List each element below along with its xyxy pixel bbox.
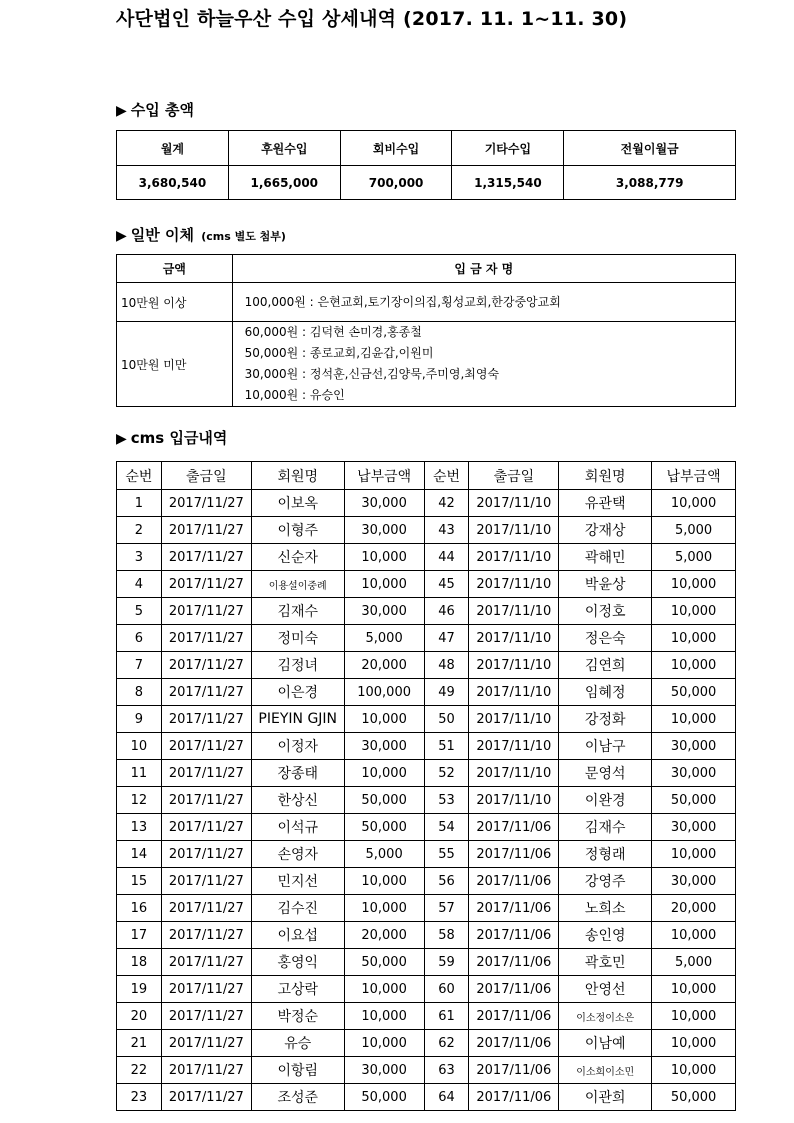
cell-payment-amount: 5,000 xyxy=(652,949,736,976)
table-row xyxy=(117,1003,736,1030)
cell-member-name: 정미숙 xyxy=(251,625,344,652)
cell-payment-amount: 10,000 xyxy=(344,868,424,895)
header-carryover: 전월이월금 xyxy=(564,131,736,166)
cell-seq: 57 xyxy=(424,895,469,922)
cell-payment-amount: 50,000 xyxy=(344,1084,424,1111)
cell-member-name: 강재상 xyxy=(559,517,652,544)
cell-seq: 21 xyxy=(117,1030,162,1057)
cell-payment-amount: 5,000 xyxy=(652,544,736,571)
general-transfer-table xyxy=(116,254,736,407)
cell-seq: 12 xyxy=(117,787,162,814)
cell-member-name: 이남구 xyxy=(559,733,652,760)
cell-member-name: 신순자 xyxy=(251,544,344,571)
cell-member-name: 이관희 xyxy=(559,1084,652,1111)
cell-seq: 17 xyxy=(117,922,162,949)
cell-withdraw-date: 2017/11/06 xyxy=(469,895,559,922)
triangle-right-icon: ▶ xyxy=(116,431,127,447)
cell-withdraw-date: 2017/11/27 xyxy=(161,841,251,868)
cell-seq: 56 xyxy=(424,868,469,895)
cell-seq: 10 xyxy=(117,733,162,760)
cell-member-name: 이소희이소민 xyxy=(559,1057,652,1084)
cell-payment-amount: 5,000 xyxy=(344,625,424,652)
cell-seq: 18 xyxy=(117,949,162,976)
cell-withdraw-date: 2017/11/10 xyxy=(469,544,559,571)
cell-withdraw-date: 2017/11/10 xyxy=(469,679,559,706)
cell-withdraw-date: 2017/11/27 xyxy=(161,814,251,841)
cell-withdraw-date: 2017/11/27 xyxy=(161,1057,251,1084)
cell-seq: 48 xyxy=(424,652,469,679)
cell-seq: 7 xyxy=(117,652,162,679)
cell-seq: 49 xyxy=(424,679,469,706)
cell-withdraw-date: 2017/11/06 xyxy=(469,1057,559,1084)
header-monthly-total: 월계 xyxy=(117,131,229,166)
cell-member-name: 이용설이중례 xyxy=(251,571,344,598)
cell-payment-amount: 50,000 xyxy=(344,814,424,841)
cell-withdraw-date: 2017/11/27 xyxy=(161,1084,251,1111)
depositor-list xyxy=(232,322,735,407)
cell-member-name: 김정녀 xyxy=(251,652,344,679)
cell-payment-amount: 30,000 xyxy=(652,760,736,787)
cell-withdraw-date: 2017/11/27 xyxy=(161,868,251,895)
cell-payment-amount: 20,000 xyxy=(652,895,736,922)
cell-seq: 55 xyxy=(424,841,469,868)
cell-member-name: 고상락 xyxy=(251,976,344,1003)
cell-member-name: 유관택 xyxy=(559,490,652,517)
table-row xyxy=(117,787,736,814)
table-row xyxy=(117,1057,736,1084)
cell-seq: 23 xyxy=(117,1084,162,1111)
cell-member-name: 이항림 xyxy=(251,1057,344,1084)
table-row xyxy=(117,706,736,733)
cell-member-name: 곽호민 xyxy=(559,949,652,976)
table-row xyxy=(117,1084,736,1111)
cell-seq: 45 xyxy=(424,571,469,598)
cell-seq: 54 xyxy=(424,814,469,841)
cell-payment-amount: 10,000 xyxy=(652,625,736,652)
header-amount: 금액 xyxy=(117,255,233,283)
value-monthly-total: 3,680,540 xyxy=(117,166,229,200)
cell-seq: 44 xyxy=(424,544,469,571)
cell-member-name: 이보옥 xyxy=(251,490,344,517)
cell-payment-amount: 10,000 xyxy=(652,1003,736,1030)
cell-member-name: 민지선 xyxy=(251,868,344,895)
table-row xyxy=(117,760,736,787)
header-member-name: 회원명 xyxy=(251,462,344,490)
table-row xyxy=(117,976,736,1003)
cell-withdraw-date: 2017/11/06 xyxy=(469,976,559,1003)
table-row xyxy=(117,922,736,949)
header-other-income: 기타수입 xyxy=(452,131,564,166)
value-other-income: 1,315,540 xyxy=(452,166,564,200)
cell-seq: 60 xyxy=(424,976,469,1003)
amount-range-label: 10만원 이상 xyxy=(117,283,233,322)
cell-withdraw-date: 2017/11/10 xyxy=(469,517,559,544)
section-heading-label: cms 입금내역 xyxy=(130,429,228,447)
cell-withdraw-date: 2017/11/27 xyxy=(161,652,251,679)
cell-withdraw-date: 2017/11/27 xyxy=(161,544,251,571)
cell-seq: 4 xyxy=(117,571,162,598)
cell-member-name: 홍영익 xyxy=(251,949,344,976)
cell-seq: 5 xyxy=(117,598,162,625)
cell-payment-amount: 5,000 xyxy=(652,517,736,544)
cell-seq: 58 xyxy=(424,922,469,949)
cell-withdraw-date: 2017/11/27 xyxy=(161,490,251,517)
cell-withdraw-date: 2017/11/06 xyxy=(469,1030,559,1057)
cell-member-name: 안영선 xyxy=(559,976,652,1003)
cell-payment-amount: 50,000 xyxy=(344,949,424,976)
cell-seq: 15 xyxy=(117,868,162,895)
cell-payment-amount: 10,000 xyxy=(652,571,736,598)
depositor-line: 30,000원 : 정석훈,신금선,김양묵,주미영,최영숙 xyxy=(244,367,500,381)
cell-payment-amount: 30,000 xyxy=(344,1057,424,1084)
cell-withdraw-date: 2017/11/27 xyxy=(161,625,251,652)
cell-member-name: 문영석 xyxy=(559,760,652,787)
header-payment-amount: 납부금액 xyxy=(344,462,424,490)
cell-member-name: 장종태 xyxy=(251,760,344,787)
cell-seq: 59 xyxy=(424,949,469,976)
cell-withdraw-date: 2017/11/27 xyxy=(161,733,251,760)
cell-member-name: 곽해민 xyxy=(559,544,652,571)
cell-withdraw-date: 2017/11/10 xyxy=(469,571,559,598)
header-donation-income: 후원수입 xyxy=(228,131,340,166)
cell-withdraw-date: 2017/11/06 xyxy=(469,1084,559,1111)
cell-withdraw-date: 2017/11/27 xyxy=(161,706,251,733)
table-row xyxy=(117,598,736,625)
cell-withdraw-date: 2017/11/27 xyxy=(161,598,251,625)
depositor-line: 10,000원 : 유승인 xyxy=(244,388,345,402)
depositor-list xyxy=(232,283,735,322)
section-heading-cms-deposits xyxy=(116,427,227,448)
table-row xyxy=(117,625,736,652)
cell-member-name: 노희소 xyxy=(559,895,652,922)
cell-payment-amount: 10,000 xyxy=(344,1003,424,1030)
header-depositor-names: 입 금 자 명 xyxy=(232,255,735,283)
table-row xyxy=(117,322,736,407)
cell-withdraw-date: 2017/11/27 xyxy=(161,922,251,949)
cell-payment-amount: 10,000 xyxy=(344,544,424,571)
cms-deposit-table xyxy=(116,461,736,1111)
cell-payment-amount: 10,000 xyxy=(344,895,424,922)
cell-seq: 16 xyxy=(117,895,162,922)
cell-seq: 3 xyxy=(117,544,162,571)
cell-member-name: 김재수 xyxy=(251,598,344,625)
cell-payment-amount: 10,000 xyxy=(344,706,424,733)
cell-seq: 43 xyxy=(424,517,469,544)
cell-payment-amount: 30,000 xyxy=(652,814,736,841)
cell-member-name: 손영자 xyxy=(251,841,344,868)
cell-withdraw-date: 2017/11/27 xyxy=(161,760,251,787)
cell-payment-amount: 10,000 xyxy=(652,1057,736,1084)
cell-seq: 52 xyxy=(424,760,469,787)
table-header-row xyxy=(117,131,736,166)
cell-withdraw-date: 2017/11/06 xyxy=(469,814,559,841)
cell-withdraw-date: 2017/11/27 xyxy=(161,949,251,976)
amount-range-label: 10만원 미만 xyxy=(117,322,233,407)
cell-member-name: 이석규 xyxy=(251,814,344,841)
cell-payment-amount: 50,000 xyxy=(652,787,736,814)
header-seq: 순번 xyxy=(117,462,162,490)
cell-member-name: 강정화 xyxy=(559,706,652,733)
table-row xyxy=(117,895,736,922)
cell-member-name: 강영주 xyxy=(559,868,652,895)
depositor-line: 60,000원 : 김덕현 손미경,홍종철 xyxy=(244,325,422,339)
table-row xyxy=(117,517,736,544)
cell-payment-amount: 10,000 xyxy=(344,976,424,1003)
header-membership-income: 회비수입 xyxy=(340,131,452,166)
cell-member-name: 한상신 xyxy=(251,787,344,814)
cell-seq: 50 xyxy=(424,706,469,733)
cell-payment-amount: 30,000 xyxy=(344,490,424,517)
cms-table-body xyxy=(117,490,736,1111)
cell-seq: 42 xyxy=(424,490,469,517)
cell-member-name: 이남예 xyxy=(559,1030,652,1057)
value-membership-income: 700,000 xyxy=(340,166,452,200)
table-row xyxy=(117,571,736,598)
table-row xyxy=(117,283,736,322)
cell-payment-amount: 30,000 xyxy=(344,598,424,625)
table-row xyxy=(117,949,736,976)
cell-withdraw-date: 2017/11/27 xyxy=(161,571,251,598)
section-heading-label: 수입 총액 xyxy=(130,101,194,119)
section-heading-income-total xyxy=(116,99,194,120)
cell-payment-amount: 10,000 xyxy=(652,706,736,733)
cell-member-name: 박정순 xyxy=(251,1003,344,1030)
table-row xyxy=(117,868,736,895)
cell-payment-amount: 30,000 xyxy=(344,517,424,544)
cell-payment-amount: 10,000 xyxy=(652,922,736,949)
cell-member-name: 김수진 xyxy=(251,895,344,922)
cell-withdraw-date: 2017/11/27 xyxy=(161,1030,251,1057)
cell-withdraw-date: 2017/11/10 xyxy=(469,598,559,625)
cell-seq: 6 xyxy=(117,625,162,652)
cell-payment-amount: 10,000 xyxy=(652,652,736,679)
cell-member-name: 이소정이소은 xyxy=(559,1003,652,1030)
cell-seq: 13 xyxy=(117,814,162,841)
cell-withdraw-date: 2017/11/10 xyxy=(469,760,559,787)
cell-seq: 47 xyxy=(424,625,469,652)
cell-member-name: 송인영 xyxy=(559,922,652,949)
cell-withdraw-date: 2017/11/06 xyxy=(469,868,559,895)
cell-member-name: 이정호 xyxy=(559,598,652,625)
table-row xyxy=(117,544,736,571)
page-title: 사단법인 하늘우산 수입 상세내역 (2017. 11. 1~11. 30) xyxy=(116,8,628,30)
cell-payment-amount: 100,000 xyxy=(344,679,424,706)
cell-member-name: 이은경 xyxy=(251,679,344,706)
header-withdraw-date: 출금일 xyxy=(161,462,251,490)
table-header-row xyxy=(117,462,736,490)
cell-seq: 1 xyxy=(117,490,162,517)
cell-payment-amount: 30,000 xyxy=(344,733,424,760)
cell-payment-amount: 10,000 xyxy=(652,490,736,517)
table-row xyxy=(117,841,736,868)
cell-withdraw-date: 2017/11/27 xyxy=(161,787,251,814)
cell-seq: 46 xyxy=(424,598,469,625)
cell-withdraw-date: 2017/11/10 xyxy=(469,706,559,733)
cell-member-name: 이형주 xyxy=(251,517,344,544)
cell-payment-amount: 30,000 xyxy=(652,733,736,760)
cell-member-name: 정형래 xyxy=(559,841,652,868)
cell-payment-amount: 50,000 xyxy=(652,1084,736,1111)
cell-seq: 20 xyxy=(117,1003,162,1030)
cell-withdraw-date: 2017/11/10 xyxy=(469,490,559,517)
cell-withdraw-date: 2017/11/10 xyxy=(469,733,559,760)
cell-payment-amount: 20,000 xyxy=(344,652,424,679)
cell-payment-amount: 10,000 xyxy=(344,760,424,787)
cell-member-name: 임혜정 xyxy=(559,679,652,706)
cell-seq: 51 xyxy=(424,733,469,760)
cell-member-name: 김연희 xyxy=(559,652,652,679)
cell-seq: 64 xyxy=(424,1084,469,1111)
section-note: (cms 별도 첨부) xyxy=(201,230,286,243)
table-row xyxy=(117,490,736,517)
table-row xyxy=(117,679,736,706)
cell-withdraw-date: 2017/11/06 xyxy=(469,949,559,976)
cell-withdraw-date: 2017/11/06 xyxy=(469,1003,559,1030)
table-row xyxy=(117,814,736,841)
header-member-name: 회원명 xyxy=(559,462,652,490)
cell-member-name: 김재수 xyxy=(559,814,652,841)
cell-withdraw-date: 2017/11/06 xyxy=(469,841,559,868)
depositor-line: 50,000원 : 종로교회,김윤갑,이원미 xyxy=(244,346,434,360)
cell-withdraw-date: 2017/11/27 xyxy=(161,1003,251,1030)
cell-seq: 14 xyxy=(117,841,162,868)
cell-payment-amount: 10,000 xyxy=(652,841,736,868)
depositor-line: 100,000원 : 은현교회,토기장이의집,횡성교회,한강중앙교회 xyxy=(244,294,561,309)
cell-seq: 22 xyxy=(117,1057,162,1084)
cell-seq: 53 xyxy=(424,787,469,814)
cell-member-name: 정은숙 xyxy=(559,625,652,652)
cell-withdraw-date: 2017/11/10 xyxy=(469,787,559,814)
cell-seq: 19 xyxy=(117,976,162,1003)
value-donation-income: 1,665,000 xyxy=(228,166,340,200)
cell-withdraw-date: 2017/11/06 xyxy=(469,922,559,949)
cell-member-name: 조성준 xyxy=(251,1084,344,1111)
cell-payment-amount: 20,000 xyxy=(344,922,424,949)
section-heading-label: 일반 이체 xyxy=(130,226,194,244)
cell-payment-amount: 50,000 xyxy=(344,787,424,814)
cell-seq: 2 xyxy=(117,517,162,544)
cell-payment-amount: 30,000 xyxy=(652,868,736,895)
cell-payment-amount: 10,000 xyxy=(344,1030,424,1057)
cell-withdraw-date: 2017/11/27 xyxy=(161,895,251,922)
cell-seq: 62 xyxy=(424,1030,469,1057)
header-withdraw-date: 출금일 xyxy=(469,462,559,490)
cell-payment-amount: 10,000 xyxy=(344,571,424,598)
table-row xyxy=(117,1030,736,1057)
cell-payment-amount: 10,000 xyxy=(652,1030,736,1057)
cell-seq: 9 xyxy=(117,706,162,733)
cell-seq: 8 xyxy=(117,679,162,706)
cell-member-name: PIEYIN GJIN xyxy=(251,706,344,733)
triangle-right-icon: ▶ xyxy=(116,228,127,244)
cell-payment-amount: 5,000 xyxy=(344,841,424,868)
cell-member-name: 이정자 xyxy=(251,733,344,760)
cell-withdraw-date: 2017/11/27 xyxy=(161,976,251,1003)
value-carryover: 3,088,779 xyxy=(564,166,736,200)
income-summary-table xyxy=(116,130,736,200)
cell-seq: 63 xyxy=(424,1057,469,1084)
cell-member-name: 이완경 xyxy=(559,787,652,814)
cell-withdraw-date: 2017/11/27 xyxy=(161,517,251,544)
cell-withdraw-date: 2017/11/27 xyxy=(161,679,251,706)
table-row xyxy=(117,166,736,200)
header-seq: 순번 xyxy=(424,462,469,490)
cell-member-name: 유승 xyxy=(251,1030,344,1057)
cell-payment-amount: 10,000 xyxy=(652,598,736,625)
header-payment-amount: 납부금액 xyxy=(652,462,736,490)
cell-payment-amount: 50,000 xyxy=(652,679,736,706)
cell-member-name: 박윤상 xyxy=(559,571,652,598)
table-row xyxy=(117,652,736,679)
table-header-row xyxy=(117,255,736,283)
cell-payment-amount: 10,000 xyxy=(652,976,736,1003)
triangle-right-icon: ▶ xyxy=(116,103,127,119)
table-row xyxy=(117,733,736,760)
cell-withdraw-date: 2017/11/10 xyxy=(469,625,559,652)
cell-seq: 61 xyxy=(424,1003,469,1030)
section-heading-general-transfer xyxy=(116,224,286,245)
cell-member-name: 이요섭 xyxy=(251,922,344,949)
cell-seq: 11 xyxy=(117,760,162,787)
cell-withdraw-date: 2017/11/10 xyxy=(469,652,559,679)
